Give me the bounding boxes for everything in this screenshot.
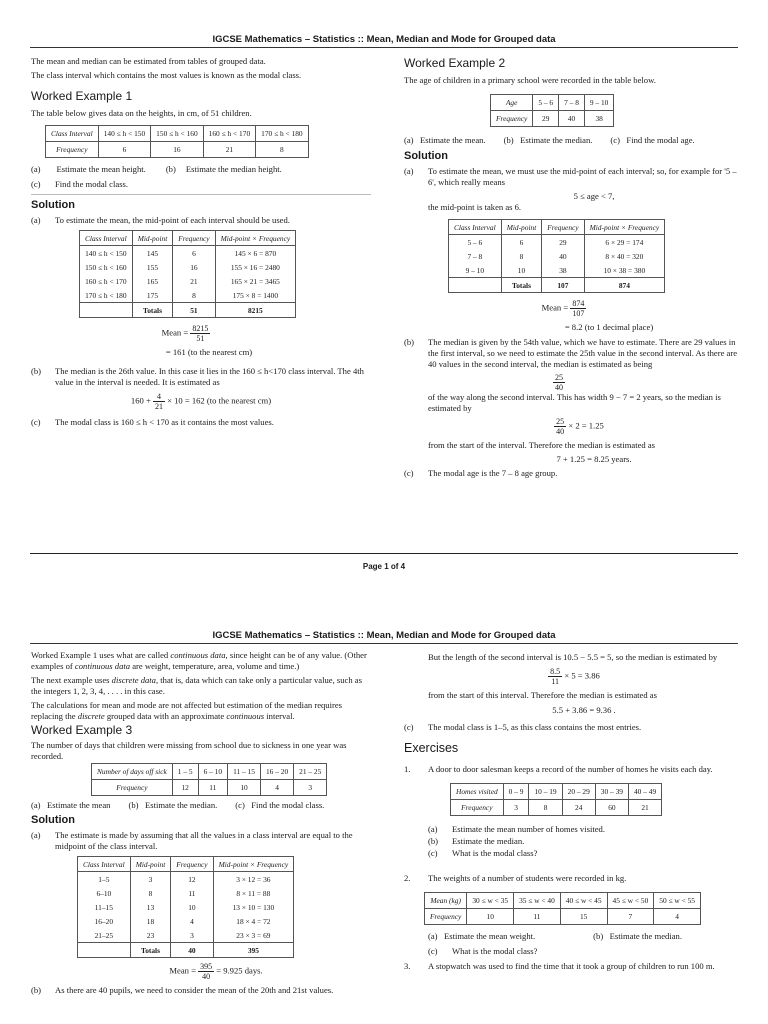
table-cell: 170 ≤ h < 180 <box>256 126 308 142</box>
table-cell: 145 × 6 = 870 <box>215 246 296 261</box>
table-header-row <box>80 231 296 246</box>
table-cell: 16 <box>151 142 203 158</box>
table-cell: 23 × 3 = 69 <box>213 928 294 943</box>
table-cell: 10 <box>467 909 514 925</box>
table-row <box>425 909 701 925</box>
left-column: The mean and median can be estimated from tables of grouped data. The class interval which contains the most values is known as the modal class. Worked Example 1 The table below gives data on the heights, in cm, of 51 children. Class Interval 140 ≤ h < 150 150 ≤ h < 160 160 ≤ h < 170 170 ≤ h < 180 Frequency 6 16 21 8 (a) Estimate the mean height. (b) Estimate the median height. (c) Find the modal class. Solution (a) To estimate the mean, the mid-point of each interval should be used. Class Interval Mid-point Frequency Mid-point × Frequency 140 ≤ h < 150 145 6 145 × 6 = 870 150 ≤ h < 160 155 16 155 × 16 = 2480 160 ≤ h < 170 165 21 165 × 21 = 3465 170 ≤ h < 180 175 8 175 × 8 = 1400 Totals 51 8215 Mean = $\frac{8215}{51}$ = 161 (to the nearest cm) (b) The median is the 26th value. In this case it lies in the 160 ≤ h<170 class interval. The 4th value in the interval is needed. It is estimated as 160 + $\frac{4}{21}$ × 10 = 162 (to the nearest cm) (c) The modal class is 160 ≤ h < 170 as it contains the most values. <box>31 56 371 431</box>
table-cell: Mid-point × Frequency <box>215 231 296 246</box>
table-row <box>92 764 327 780</box>
exercise-table <box>450 783 662 816</box>
section-title: Worked Example 2 <box>404 56 506 70</box>
table-cell: 12 <box>171 872 213 887</box>
table-cell: 29 <box>542 235 584 250</box>
table-cell: Frequency <box>173 231 215 246</box>
table-cell: 4 <box>171 914 213 928</box>
table-cell: 12 <box>172 780 198 796</box>
table-cell: 40 <box>171 943 213 958</box>
table-cell: 15 <box>560 909 607 925</box>
table-cell: 9 – 10 <box>449 263 502 278</box>
left-column: Worked Example 1 uses what are called continuous data, since height can be of any value. (Other examples of continuous data are weight, temperature, area, volume and time.) The next example uses discrete data, that is, data which can take only a particular value, such as the integers 1, 2, 3, 4, . . . . in this case. The calculations for mean and mode are not affected but estimation of the median requires replacing the discrete grouped data with an approximate continuous interval. Worked Example 3 The number of days that children were missing from school due to sickness in one year was recorded. Number of days off sick 1 – 5 6 – 10 11 – 15 16 – 20 21 – 25 Frequency 12 11 10 4 3 (a) Estimate the mean (b) Estimate the median. (c) Find the modal class. Solution (a) The estimate is made by assuming that all the values in a class interval are equal to the midpoint of the class interval. Class Interval Mid-point Frequency Mid-point × Frequency 1–5 3 12 3 × 12 = 36 6–10 8 11 8 × 11 = 88 11–15 13 10 13 × 10 = 130 16–20 18 4 18 × 4 = 72 21–25 23 3 23 × 3 = 69 Totals 40 395 Mean = $\frac{395}{40}$ = 9.925 days. (b) As there are 40 pupils, we need to consider the mean of the 20th and 21st values. <box>31 650 371 999</box>
table-cell: 20 – 29 <box>562 784 595 800</box>
table-cell: 5 – 6 <box>533 95 559 111</box>
table-cell: 7 – 8 <box>449 249 502 263</box>
table-cell: 40 <box>542 249 584 263</box>
table-cell: Mid-point <box>132 231 173 246</box>
table-cell: 7 – 8 <box>559 95 585 111</box>
table-cell: 50 ≤ w < 55 <box>654 893 701 909</box>
right-column: Worked Example 2 The age of children in a primary school were recorded in the table below. Age 5 – 6 7 – 8 9 – 10 Frequency 29 40 38 (a) Estimate the mean. (b) Estimate the median. (c) Find the modal age. Solution (a) To estimate the mean, we must use the mid-point of each interval; so, for example for '5 – 6', which really means 5 ≤ age < 7, the mid-point is taken as 6. Class Interval Mid-point Frequency Mid-point × Frequency 5 – 6 6 29 6 × 29 = 174 7 – 8 8 40 8 × 40 = 320 9 – 10 10 38 10 × 38 = 380 Totals 107 874 Mean = $\frac{874}{107}$ = 8.2 (to 1 decimal place) (b) The median is given by the 54th value, which we have to estimate. There are 29 values in the first interval, so we need to estimate the 25th value in the second interval. As there are 40 values in the second interval, the median is estimated as being $\frac{25}{40}$ of the way along the second interval. This has width 9 − 7 = 2 years, so the median is estimated by $\frac{25}{40}$ × 2 = 1.25 from the start of the interval. Therefore the median is estimated as 7 + 1.25 = 8.25 years. (c) The modal age is the 7 – 8 age group. <box>404 56 744 482</box>
table-cell: 3 <box>171 928 213 943</box>
table-row <box>46 126 309 142</box>
page-header: IGCSE Mathematics – Statistics :: Mean, Median and Mode for Grouped data <box>30 34 738 48</box>
table-header-row <box>78 857 294 872</box>
table-cell: 8 <box>130 886 171 900</box>
table-row <box>78 900 294 914</box>
table-cell: 11 <box>171 886 213 900</box>
solution-heading: Solution <box>31 814 75 826</box>
table-cell: Frequency <box>46 142 99 158</box>
table-cell: 40 – 49 <box>628 784 661 800</box>
table-cell: 3 × 12 = 36 <box>213 872 294 887</box>
table-row <box>78 886 294 900</box>
totals-row <box>449 278 665 293</box>
table-cell: 21 <box>203 142 255 158</box>
table-cell: 18 <box>130 914 171 928</box>
table-cell: 11 <box>514 909 561 925</box>
calc-table <box>79 230 296 318</box>
intro-text: The next example uses discrete data, that is, data which can take only a particular value, such as the integers 1, 2, 3, 4, . . . . in this case. <box>31 675 362 696</box>
right-column: But the length of the second interval is 10.5 − 5.5 = 5, so the median is estimated by $\frac{8.5}{11}$ × 5 = 3.86 from the start of this interval. Therefore the median is estimated as 5.5 + 3.86 = 9.36 . (c) The modal class is 1–5, as this class contains the most entries. Exercises 1. A door to door salesman keeps a record of the number of homes he visits each day. Homes visited 0 – 9 10 – 19 20 – 29 30 – 39 40 – 49 Frequency 3 8 24 60 21 (a) Estimate the mean number of homes visited. (b) Estimate the median. (c) What is the modal class? 2. The weights of a number of students were recorded in kg. Mean (kg) 30 ≤ w < 35 35 ≤ w < 40 40 ≤ w < 45 45 ≤ w < 50 50 ≤ w < 55 Frequency 10 11 15 7 4 (a) Estimate the mean weight. (b) Estimate the median. (c) What is the modal class? 3. A stopwatch was used to find the time that it took a group of children to run 100 m. <box>404 652 744 975</box>
solution-heading: Solution <box>31 199 75 211</box>
table-cell: 7 <box>607 909 654 925</box>
table-cell: 4 <box>654 909 701 925</box>
table-cell: Homes visited <box>451 784 504 800</box>
exercises-heading: Exercises <box>404 741 459 755</box>
table-cell: Mid-point <box>501 220 542 235</box>
table-cell: 16 <box>173 260 215 274</box>
table-cell: 40 <box>559 111 585 127</box>
table-cell: 395 <box>213 943 294 958</box>
table-cell: Frequency <box>491 111 533 127</box>
table-cell: 11 <box>198 780 227 796</box>
table-cell: 30 ≤ w < 35 <box>467 893 514 909</box>
table-cell: 5 – 6 <box>449 235 502 250</box>
table-cell: Totals <box>132 303 173 318</box>
calc-table <box>77 856 294 958</box>
data-table <box>45 125 309 158</box>
table-cell: 6 <box>173 246 215 261</box>
table-cell: 150 ≤ h < 160 <box>80 260 133 274</box>
solution-heading: Solution <box>404 150 448 162</box>
table-cell: 35 ≤ w < 40 <box>514 893 561 909</box>
table-cell: Frequency <box>171 857 213 872</box>
table-cell: 30 – 39 <box>595 784 628 800</box>
table-cell: 45 ≤ w < 50 <box>607 893 654 909</box>
intro-text: The class interval which contains the most values is known as the modal class. <box>31 70 302 80</box>
table-cell: 145 <box>132 246 173 261</box>
table-cell: Mean (kg) <box>425 893 467 909</box>
table-cell: 38 <box>584 111 613 127</box>
data-table <box>490 94 614 127</box>
table-cell: Frequency <box>92 780 173 796</box>
table-cell: 6 × 29 = 174 <box>584 235 665 250</box>
table-cell: Mid-point <box>130 857 171 872</box>
table-cell: 1–5 <box>78 872 131 887</box>
table-cell: 21 <box>173 274 215 288</box>
table-cell: 10 <box>228 780 261 796</box>
intro-text: Worked Example 1 uses what are called continuous data, since height can be of any value. (Other examples of continuous data are weight, temperature, area, volume and time.) <box>31 650 367 671</box>
table-cell: Class Interval <box>80 231 133 246</box>
table-cell: Frequency <box>425 909 467 925</box>
table-cell: 3 <box>130 872 171 887</box>
table-row <box>92 780 327 796</box>
table-cell: 160 ≤ h < 170 <box>80 274 133 288</box>
table-cell: Totals <box>501 278 542 293</box>
table-cell: 13 × 10 = 130 <box>213 900 294 914</box>
table-cell: 8 <box>256 142 308 158</box>
data-table <box>91 763 327 796</box>
section-title: Worked Example 3 <box>31 723 133 737</box>
table-cell: 9 – 10 <box>584 95 613 111</box>
table-row <box>491 111 614 127</box>
table-cell: 3 <box>503 800 529 816</box>
table-row <box>46 142 309 158</box>
table-cell: 140 ≤ h < 150 <box>80 246 133 261</box>
table-row <box>80 274 296 288</box>
table-cell: 170 ≤ h < 180 <box>80 288 133 303</box>
table-cell: 165 <box>132 274 173 288</box>
table-cell: 16 – 20 <box>260 764 293 780</box>
question-text: The age of children in a primary school were recorded in the table below. <box>404 75 656 85</box>
table-cell: 11 – 15 <box>228 764 261 780</box>
table-cell: 21 <box>628 800 661 816</box>
table-cell: 21 – 25 <box>294 764 327 780</box>
table-cell <box>78 943 131 958</box>
table-cell: 10 <box>501 263 542 278</box>
table-row <box>449 235 665 250</box>
table-cell: 51 <box>173 303 215 318</box>
table-cell: Frequency <box>542 220 584 235</box>
table-cell: 8 × 40 = 320 <box>584 249 665 263</box>
table-cell: 175 × 8 = 1400 <box>215 288 296 303</box>
table-cell: Age <box>491 95 533 111</box>
totals-row <box>80 303 296 318</box>
table-cell: 18 × 4 = 72 <box>213 914 294 928</box>
table-cell: 175 <box>132 288 173 303</box>
table-cell: 6 <box>98 142 150 158</box>
page-footer: Page 1 of 4 <box>30 553 738 571</box>
table-cell: Class Interval <box>449 220 502 235</box>
table-row <box>425 893 701 909</box>
page-2 <box>0 612 768 1024</box>
table-cell: 11–15 <box>78 900 131 914</box>
table-cell: 8 <box>173 288 215 303</box>
section-title: Worked Example 1 <box>31 89 133 103</box>
table-header-row <box>449 220 665 235</box>
table-cell: 10 <box>171 900 213 914</box>
table-cell: Number of days off sick <box>92 764 173 780</box>
table-cell: Frequency <box>451 800 504 816</box>
table-cell <box>449 278 502 293</box>
table-cell: 140 ≤ h < 150 <box>98 126 150 142</box>
table-cell: 155 × 16 = 2480 <box>215 260 296 274</box>
table-row <box>78 872 294 887</box>
table-row <box>449 249 665 263</box>
table-cell: 21–25 <box>78 928 131 943</box>
page-gap <box>0 575 768 612</box>
table-cell: 1 – 5 <box>172 764 198 780</box>
table-cell: 23 <box>130 928 171 943</box>
table-row <box>451 784 662 800</box>
table-cell: 4 <box>260 780 293 796</box>
table-cell <box>80 303 133 318</box>
table-cell: 8 × 11 = 88 <box>213 886 294 900</box>
table-cell: 29 <box>533 111 559 127</box>
table-cell: Mid-point × Frequency <box>213 857 294 872</box>
table-cell: Totals <box>130 943 171 958</box>
table-cell: 60 <box>595 800 628 816</box>
table-row <box>80 288 296 303</box>
table-cell: 165 × 21 = 3465 <box>215 274 296 288</box>
table-row <box>491 95 614 111</box>
table-cell: 8 <box>501 249 542 263</box>
table-cell: 38 <box>542 263 584 278</box>
table-row <box>78 914 294 928</box>
exercise-table <box>424 892 701 925</box>
table-cell: 150 ≤ h < 160 <box>151 126 203 142</box>
totals-row <box>78 943 294 958</box>
intro-text: The calculations for mean and mode are not affected but estimation of the median requires replacing the discrete grouped data with an approximate continuous interval. <box>31 700 343 721</box>
table-cell: Mid-point × Frequency <box>584 220 665 235</box>
table-cell: 6 – 10 <box>198 764 227 780</box>
table-cell: 24 <box>562 800 595 816</box>
table-cell: 13 <box>130 900 171 914</box>
table-cell: 160 ≤ h < 170 <box>203 126 255 142</box>
table-cell: Class Interval <box>46 126 99 142</box>
intro-text: The mean and median can be estimated from tables of grouped data. <box>31 56 266 66</box>
table-cell: 0 – 9 <box>503 784 529 800</box>
table-row <box>451 800 662 816</box>
table-cell: 6–10 <box>78 886 131 900</box>
table-cell: 6 <box>501 235 542 250</box>
table-row <box>78 928 294 943</box>
table-cell: 107 <box>542 278 584 293</box>
table-cell: 8215 <box>215 303 296 318</box>
table-cell: 8 <box>529 800 562 816</box>
table-cell: Class Interval <box>78 857 131 872</box>
table-row <box>449 263 665 278</box>
table-cell: 40 ≤ w < 45 <box>560 893 607 909</box>
calc-table <box>448 219 665 293</box>
table-row <box>80 246 296 261</box>
table-row <box>80 260 296 274</box>
table-cell: 10 × 38 = 380 <box>584 263 665 278</box>
table-cell: 155 <box>132 260 173 274</box>
question-text: The table below gives data on the heights, in cm, of 51 children. <box>31 108 252 118</box>
table-cell: 10 – 19 <box>529 784 562 800</box>
question-text: The number of days that children were missing from school due to sickness in one year was recorded. <box>31 740 347 761</box>
table-cell: 874 <box>584 278 665 293</box>
table-cell: 3 <box>294 780 327 796</box>
table-cell: 16–20 <box>78 914 131 928</box>
page-header: IGCSE Mathematics – Statistics :: Mean, Median and Mode for Grouped data <box>30 630 738 644</box>
